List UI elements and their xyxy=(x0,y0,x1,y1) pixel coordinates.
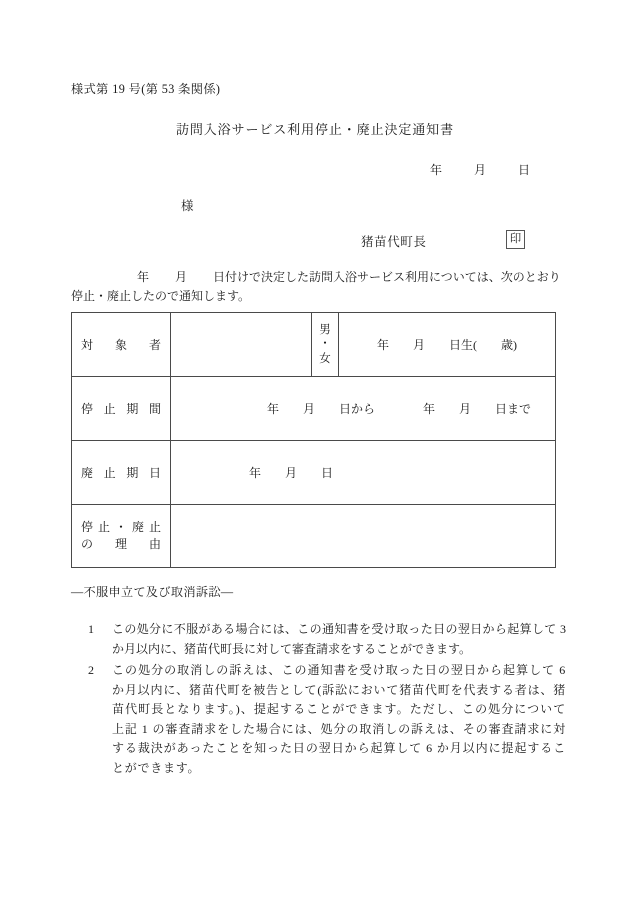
row-label-abolition-date xyxy=(72,441,171,505)
label-char: 停 xyxy=(81,402,94,416)
appeal-section-heading: ―不服申立て及び取消訴訟― xyxy=(71,585,234,599)
decision-details-table xyxy=(71,312,556,568)
label-char: 止 xyxy=(148,520,161,534)
table-row xyxy=(72,313,556,377)
label-char: ・ xyxy=(114,520,127,534)
label-char: 日 xyxy=(148,466,161,480)
row-label-reason xyxy=(72,505,171,568)
issue-date-month: 月 xyxy=(474,163,487,177)
label-char: 期 xyxy=(126,466,139,480)
sex-option-male[interactable]: 男 xyxy=(319,323,331,336)
list-item-number: 2 xyxy=(88,663,94,677)
body-paragraph xyxy=(71,268,561,306)
suspension-period-text: 年 月 日から 年 月 日まで xyxy=(267,402,532,416)
label-char: 由 xyxy=(148,537,161,551)
body-line1: 日付けで決定した訪問入浴サービス利用については、次のとおり xyxy=(213,270,561,284)
label-char: 止 xyxy=(97,520,110,534)
issue-date-day: 日 xyxy=(518,163,531,177)
form-number: 様式第 19 号(第 53 条関係) xyxy=(71,82,221,96)
label-char: 廃 xyxy=(81,466,94,480)
sex-option-female[interactable]: 女 xyxy=(319,352,331,365)
label-char: 象 xyxy=(114,338,127,352)
label-char: 廃 xyxy=(131,520,144,534)
row-label-suspension-period xyxy=(72,377,171,441)
table-row xyxy=(72,377,556,441)
label-char: 止 xyxy=(103,402,116,416)
list-item xyxy=(88,661,566,778)
page-title: 訪問入浴サービス利用停止・廃止決定通知書 xyxy=(175,122,454,137)
appeal-list xyxy=(88,620,566,780)
cell-reason-value[interactable] xyxy=(171,505,556,568)
body-line2: 停止・廃止したので通知します。 xyxy=(71,289,251,303)
seal-stamp-icon: 印 xyxy=(506,230,525,249)
label-char: の xyxy=(81,537,94,551)
cell-birthdate[interactable]: 年 月 日生( 歳) xyxy=(339,313,556,377)
label-char: 停 xyxy=(81,520,94,534)
list-item-text: この処分に不服がある場合には、この通知書を受け取った日の翌日から起算して 3 か月以内に、猪苗代町長に対して審査請求をすることができます。 xyxy=(112,622,566,656)
label-char: 止 xyxy=(103,466,116,480)
body-month: 月 xyxy=(175,270,188,284)
label-char: 期 xyxy=(126,402,139,416)
table-row xyxy=(72,441,556,505)
addressee-honorific: 様 xyxy=(181,199,194,213)
label-char: 対 xyxy=(81,338,94,352)
row-label-target-person xyxy=(72,313,171,377)
list-item-number: 1 xyxy=(88,622,94,636)
abolition-date-text: 年 月 日 xyxy=(249,466,334,480)
list-item xyxy=(88,620,566,659)
table-row xyxy=(72,505,556,568)
label-char: 理 xyxy=(114,537,127,551)
body-year: 年 xyxy=(137,270,150,284)
cell-sex-selector[interactable] xyxy=(312,313,339,377)
issue-date-year: 年 xyxy=(430,163,443,177)
label-char: 者 xyxy=(148,338,161,352)
issue-date-line xyxy=(430,161,530,178)
sex-separator: ・ xyxy=(319,338,331,351)
cell-suspension-period-value[interactable] xyxy=(171,377,556,441)
issuer-name: 猪苗代町長 xyxy=(361,235,427,249)
list-item-text: この処分の取消しの訴えは、この通知書を受け取った日の翌日から起算して 6 か月以内に、猪苗代町を被告として(訴訟において猪苗代町を代表する者は、猪苗代町長となります。)、提起することができます。ただし、この処分について上記 1 の審査請求をした場合には、処分の取消しの訴えは、その審査請求に対する裁決があったことを知った日の翌日から起算して 6 か月以内に提起することができます。 xyxy=(112,663,566,775)
label-char: 間 xyxy=(148,402,161,416)
cell-person-name[interactable] xyxy=(171,313,312,377)
cell-abolition-date-value[interactable] xyxy=(171,441,556,505)
